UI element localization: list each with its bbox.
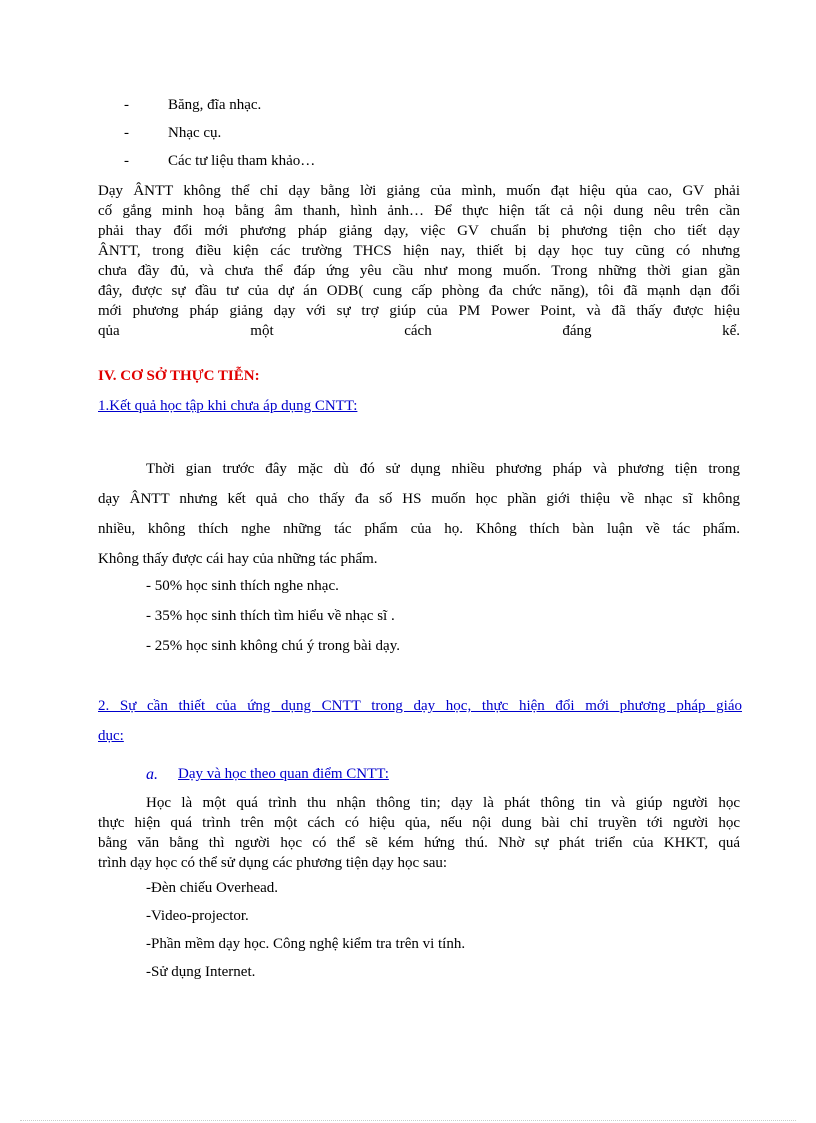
body-line: Thời gian trước đây mặc dù đó sử dụng nhiều phương pháp và phương tiện trong	[146, 461, 740, 477]
section-body	[98, 454, 740, 574]
subheading-link-2-cont[interactable]: dục:	[98, 728, 124, 744]
tool-item: -Sử dụng Internet.	[146, 964, 256, 980]
body-line: nhiều, không thích nghe những tác phẩm của họ. Không thích bàn luận về tác phẩm.	[98, 521, 740, 537]
subheading-link-2[interactable]: 2. Sự cần thiết của ứng dụng CNTT trong dạy học, thực hiện đổi mới phương pháp giáo	[98, 698, 742, 714]
paragraph-line: Dạy ÂNTT không thể chỉ dạy bằng lời giảng của mình, muốn đạt hiệu qủa cao, GV phải	[98, 183, 740, 199]
bullet-dash: -	[124, 153, 129, 169]
bullet-item: Các tư liệu tham khảo…	[168, 153, 316, 169]
section-heading: IV. CƠ SỞ THỰC TIỄN:	[98, 368, 260, 384]
paragraph-intro	[98, 181, 740, 341]
subheading-link-1[interactable]: 1.Kết quả học tập khi chưa áp dụng CNTT:	[98, 398, 358, 414]
stat-item: - 35% học sinh thích tìm hiểu về nhạc sĩ .	[146, 608, 395, 624]
subheading-a[interactable]: Dạy và học theo quan điểm CNTT:	[178, 766, 389, 782]
body-line: thực hiện quá trình trên một cách có hiệu qủa, nếu nội dung bài chỉ truyền tới người học	[98, 815, 740, 831]
paragraph-line: ÂNTT, trong điều kiện các trường THCS hiện nay, thiết bị dạy học tuy cũng có nhưng	[98, 243, 740, 259]
paragraph-line: đây, được sự đầu tư của dự án ODB( cung cấp phòng đa chức năng), tôi đã mạnh dạn đổi	[98, 283, 740, 299]
stat-item: - 50% học sinh thích nghe nhạc.	[146, 578, 339, 594]
bullet-item: Nhạc cụ.	[168, 125, 222, 141]
body-line: Học là một quá trình thu nhận thông tin; dạy là phát thông tin và giúp người học	[146, 795, 740, 811]
bullet-item: Băng, đĩa nhạc.	[168, 97, 262, 113]
bullet-dash: -	[124, 97, 129, 113]
paragraph-line: cố gắng minh hoạ bằng âm thanh, hình ảnh… Để thực hiện tất cả nội dung nêu trên cần	[98, 203, 740, 219]
body-line: bằng văn bằng thì người học có thể sẽ kém hứng thú. Nhờ sự phát triển của KHKT, quá	[98, 835, 740, 851]
tool-item: -Video-projector.	[146, 908, 249, 924]
body-line: Không thấy được cái hay của những tác phẩm.	[98, 551, 378, 567]
tool-item: -Đèn chiếu Overhead.	[146, 880, 279, 896]
body-line: trình dạy học có thể sử dụng các phương tiện dạy học sau:	[98, 855, 448, 871]
paragraph-line: phải thay đổi mới phương pháp giảng dạy, việc GV chuẩn bị phương tiện cho tiết dạy	[98, 223, 740, 239]
tool-item: -Phần mềm dạy học. Công nghệ kiểm tra trên vi tính.	[146, 936, 466, 952]
paragraph-line: chưa đầy đủ, và chưa thể đáp ứng yêu cầu như mong muốn. Trong những thời gian gần	[98, 263, 740, 279]
list-marker-a: a.	[146, 766, 158, 783]
paragraph-line: mới phương pháp giảng dạy với sự trợ giúp của PM Power Point, và đã thấy được hiệu	[98, 303, 740, 319]
page-bottom-divider	[20, 1120, 796, 1121]
paragraph-line: qủa một cách đáng kể.	[98, 323, 740, 339]
section-a-body	[98, 793, 740, 873]
bullet-dash: -	[124, 125, 129, 141]
body-line: dạy ÂNTT nhưng kết quả cho thấy đa số HS muốn học phần giới thiệu về nhạc sĩ không	[98, 491, 740, 507]
stat-item: - 25% học sinh không chú ý trong bài dạy.	[146, 638, 400, 654]
